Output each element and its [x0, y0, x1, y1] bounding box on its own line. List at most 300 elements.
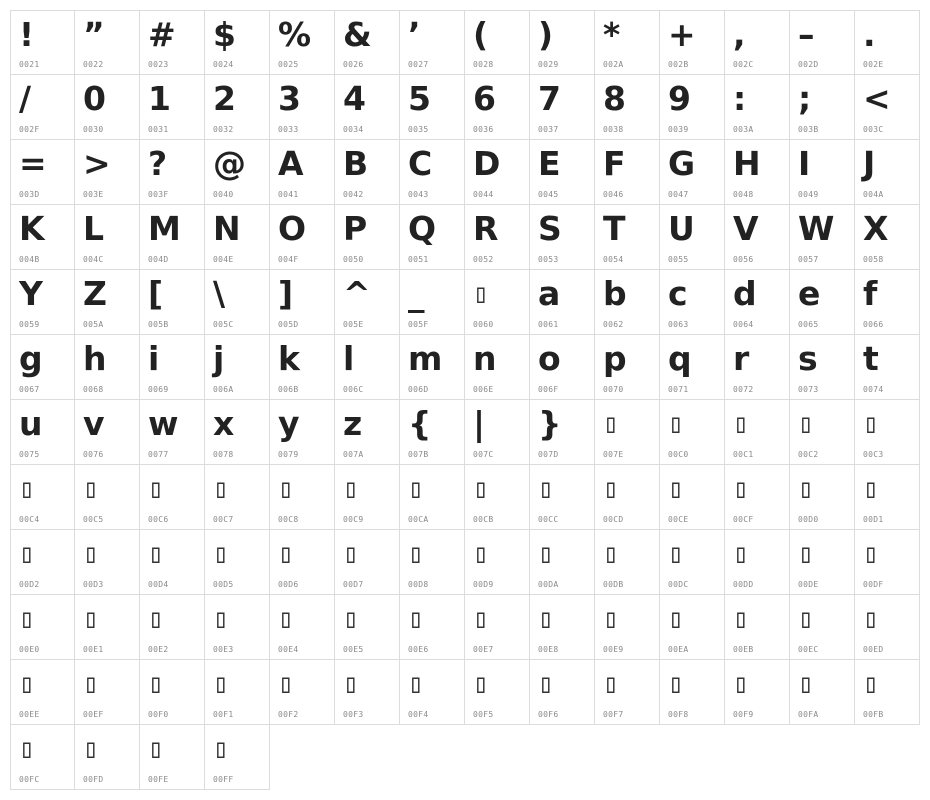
glyph-cell	[10, 465, 75, 530]
glyph-sample: (	[473, 15, 489, 54]
unicode-code-label: 00FB	[863, 710, 884, 719]
unicode-code-label: 004C	[83, 255, 104, 264]
unicode-code-label: 00E4	[278, 645, 299, 654]
unicode-code-label: 00C6	[148, 515, 169, 524]
glyph-cell	[140, 595, 205, 660]
glyph-cell	[270, 140, 335, 205]
glyph-cell	[530, 660, 595, 725]
glyph-cell	[595, 595, 660, 660]
unicode-code-label: 002D	[798, 60, 819, 69]
unicode-code-label: 0033	[278, 125, 299, 134]
glyph-cell	[855, 205, 920, 270]
glyph-cell	[270, 595, 335, 660]
unicode-code-label: 0050	[343, 255, 364, 264]
unicode-code-label: 0053	[538, 255, 559, 264]
glyph-cell	[790, 595, 855, 660]
unicode-code-label: 004D	[148, 255, 169, 264]
unicode-code-label: 0028	[473, 60, 494, 69]
glyph-sample: G	[668, 144, 696, 183]
unicode-code-label: 0054	[603, 255, 624, 264]
glyph-sample: :	[733, 79, 747, 118]
unicode-code-label: 00CA	[408, 515, 429, 524]
glyph-cell	[75, 530, 140, 595]
glyph-sample: \	[213, 274, 226, 313]
glyph-sample: u	[19, 404, 43, 443]
glyph-cell	[790, 400, 855, 465]
glyph-cell	[140, 530, 205, 595]
unicode-code-label: 0070	[603, 385, 624, 394]
glyph-cell	[400, 75, 465, 140]
glyph-cell	[75, 270, 140, 335]
missing-glyph-icon: ▯	[83, 669, 99, 699]
missing-glyph-icon: ▯	[733, 604, 749, 634]
glyph-sample: }	[538, 404, 562, 443]
unicode-code-label: 004B	[19, 255, 40, 264]
glyph-cell	[660, 595, 725, 660]
glyph-sample: .	[863, 15, 876, 54]
glyph-cell	[140, 465, 205, 530]
glyph-sample: F	[603, 144, 626, 183]
unicode-code-label: 00D6	[278, 580, 299, 589]
glyph-sample: [	[148, 274, 164, 313]
unicode-code-label: 00E6	[408, 645, 429, 654]
glyph-sample: Y	[19, 274, 43, 313]
missing-glyph-icon: ▯	[733, 539, 749, 569]
glyph-sample: v	[83, 404, 105, 443]
missing-glyph-icon: ▯	[213, 474, 229, 504]
missing-glyph-icon: ▯	[863, 669, 879, 699]
glyph-cell	[725, 10, 790, 75]
glyph-sample: @	[213, 144, 246, 183]
glyph-sample: Q	[408, 209, 437, 248]
glyph-sample: b	[603, 274, 627, 313]
unicode-code-label: 00DF	[863, 580, 884, 589]
glyph-cell	[205, 140, 270, 205]
unicode-code-label: 003B	[798, 125, 819, 134]
glyph-sample: D	[473, 144, 501, 183]
missing-glyph-icon: ▯	[863, 604, 879, 634]
unicode-code-label: 003F	[148, 190, 169, 199]
unicode-code-label: 0027	[408, 60, 429, 69]
unicode-code-label: 0071	[668, 385, 689, 394]
glyph-cell	[660, 465, 725, 530]
unicode-code-label: 00F1	[213, 710, 234, 719]
missing-glyph-icon: ▯	[668, 604, 684, 634]
missing-glyph-icon: ▯	[798, 474, 814, 504]
glyph-cell	[530, 335, 595, 400]
missing-glyph-icon: ▯	[603, 539, 619, 569]
unicode-code-label: 0079	[278, 450, 299, 459]
glyph-cell	[595, 75, 660, 140]
glyph-cell	[725, 75, 790, 140]
glyph-cell	[725, 205, 790, 270]
glyph-cell	[595, 660, 660, 725]
glyph-sample: 1	[148, 79, 171, 118]
glyph-cell	[790, 660, 855, 725]
unicode-code-label: 002E	[863, 60, 884, 69]
unicode-code-label: 00F0	[148, 710, 169, 719]
missing-glyph-icon: ▯	[473, 604, 489, 634]
glyph-cell	[205, 660, 270, 725]
glyph-sample: A	[278, 144, 304, 183]
missing-glyph-icon: ▯	[668, 669, 684, 699]
unicode-code-label: 00CD	[603, 515, 624, 524]
glyph-sample: #	[148, 15, 176, 54]
unicode-code-label: 00D3	[83, 580, 104, 589]
glyph-sample: &	[343, 15, 372, 54]
unicode-code-label: 003E	[83, 190, 104, 199]
missing-glyph-icon: ▯	[603, 669, 619, 699]
unicode-code-label: 00ED	[863, 645, 884, 654]
glyph-sample: r	[733, 339, 750, 378]
glyph-cell	[205, 400, 270, 465]
unicode-code-label: 0035	[408, 125, 429, 134]
unicode-code-label: 005A	[83, 320, 104, 329]
unicode-code-label: 0069	[148, 385, 169, 394]
unicode-code-label: 007D	[538, 450, 559, 459]
glyph-cell	[75, 595, 140, 660]
unicode-code-label: 00E5	[343, 645, 364, 654]
glyph-cell	[790, 530, 855, 595]
unicode-code-label: 0065	[798, 320, 819, 329]
glyph-sample: O	[278, 209, 307, 248]
unicode-code-label: 0037	[538, 125, 559, 134]
glyph-sample: 3	[278, 79, 301, 118]
unicode-code-label: 002C	[733, 60, 754, 69]
glyph-cell	[205, 10, 270, 75]
missing-glyph-icon: ▯	[798, 539, 814, 569]
missing-glyph-icon: ▯	[278, 604, 294, 634]
glyph-cell	[790, 335, 855, 400]
glyph-cell	[400, 335, 465, 400]
glyph-sample: c	[668, 274, 688, 313]
unicode-code-label: 00EE	[19, 710, 40, 719]
glyph-sample: V	[733, 209, 759, 248]
missing-glyph-icon: ▯	[798, 669, 814, 699]
missing-glyph-icon: ▯	[19, 474, 35, 504]
unicode-code-label: 0072	[733, 385, 754, 394]
glyph-cell	[10, 725, 75, 790]
glyph-cell	[270, 270, 335, 335]
unicode-code-label: 00FD	[83, 775, 104, 784]
glyph-cell	[335, 465, 400, 530]
glyph-cell	[725, 660, 790, 725]
glyph-sample: k	[278, 339, 300, 378]
glyph-sample: +	[668, 15, 696, 54]
unicode-code-label: 00E9	[603, 645, 624, 654]
glyph-sample: 2	[213, 79, 236, 118]
glyph-cell	[660, 400, 725, 465]
unicode-code-label: 00D0	[798, 515, 819, 524]
glyph-cell	[595, 205, 660, 270]
glyph-cell	[790, 140, 855, 205]
missing-glyph-icon: ▯	[408, 474, 424, 504]
glyph-sample: –	[798, 15, 815, 54]
glyph-sample: J	[863, 144, 876, 183]
unicode-code-label: 0047	[668, 190, 689, 199]
glyph-cell	[335, 660, 400, 725]
glyph-sample: =	[19, 144, 47, 183]
missing-glyph-icon: ▯	[213, 734, 229, 764]
glyph-cell	[660, 335, 725, 400]
glyph-sample: B	[343, 144, 369, 183]
glyph-cell	[205, 205, 270, 270]
missing-glyph-icon: ▯	[473, 279, 489, 309]
unicode-code-label: 0030	[83, 125, 104, 134]
glyph-sample: 4	[343, 79, 366, 118]
unicode-code-label: 00C9	[343, 515, 364, 524]
glyph-cell	[75, 75, 140, 140]
unicode-code-label: 006C	[343, 385, 364, 394]
missing-glyph-icon: ▯	[213, 669, 229, 699]
glyph-cell	[595, 10, 660, 75]
glyph-sample: K	[19, 209, 45, 248]
unicode-code-label: 00EF	[83, 710, 104, 719]
missing-glyph-icon: ▯	[473, 474, 489, 504]
glyph-sample: 7	[538, 79, 561, 118]
unicode-code-label: 00E3	[213, 645, 234, 654]
missing-glyph-icon: ▯	[19, 604, 35, 634]
unicode-code-label: 00DC	[668, 580, 689, 589]
glyph-cell	[400, 10, 465, 75]
glyph-sample: X	[863, 209, 889, 248]
unicode-code-label: 0057	[798, 255, 819, 264]
unicode-code-label: 00E2	[148, 645, 169, 654]
missing-glyph-icon: ▯	[473, 539, 489, 569]
unicode-code-label: 0067	[19, 385, 40, 394]
glyph-cell	[530, 595, 595, 660]
unicode-code-label: 006A	[213, 385, 234, 394]
unicode-code-label: 004F	[278, 255, 299, 264]
glyph-cell	[335, 400, 400, 465]
glyph-cell	[10, 140, 75, 205]
glyph-cell	[530, 205, 595, 270]
missing-glyph-icon: ▯	[733, 669, 749, 699]
missing-glyph-icon: ▯	[19, 539, 35, 569]
glyph-sample: ^	[343, 274, 371, 313]
glyph-sample: )	[538, 15, 554, 54]
unicode-code-label: 006D	[408, 385, 429, 394]
glyph-sample: U	[668, 209, 695, 248]
unicode-code-label: 00DA	[538, 580, 559, 589]
unicode-code-label: 00C1	[733, 450, 754, 459]
missing-glyph-icon: ▯	[603, 604, 619, 634]
missing-glyph-icon: ▯	[278, 539, 294, 569]
glyph-cell	[205, 725, 270, 790]
glyph-cell	[530, 270, 595, 335]
glyph-cell	[595, 140, 660, 205]
unicode-code-label: 0068	[83, 385, 104, 394]
glyph-sample: E	[538, 144, 561, 183]
glyph-sample: 9	[668, 79, 691, 118]
glyph-sample: 8	[603, 79, 626, 118]
glyph-cell	[660, 205, 725, 270]
unicode-code-label: 0073	[798, 385, 819, 394]
missing-glyph-icon: ▯	[603, 474, 619, 504]
glyph-sample: %	[278, 15, 312, 54]
unicode-code-label: 0074	[863, 385, 884, 394]
glyph-cell	[465, 465, 530, 530]
missing-glyph-icon: ▯	[343, 604, 359, 634]
glyph-cell	[335, 205, 400, 270]
glyph-cell	[335, 595, 400, 660]
unicode-code-label: 0040	[213, 190, 234, 199]
unicode-code-label: 00DE	[798, 580, 819, 589]
unicode-code-label: 0029	[538, 60, 559, 69]
glyph-cell	[75, 335, 140, 400]
unicode-code-label: 003D	[19, 190, 40, 199]
glyph-sample: ?	[148, 144, 168, 183]
missing-glyph-icon: ▯	[278, 669, 294, 699]
unicode-code-label: 0061	[538, 320, 559, 329]
glyph-sample: t	[863, 339, 879, 378]
glyph-cell	[530, 465, 595, 530]
glyph-sample: h	[83, 339, 107, 378]
glyph-cell	[725, 595, 790, 660]
missing-glyph-icon: ▯	[798, 604, 814, 634]
unicode-code-label: 00C2	[798, 450, 819, 459]
character-map-grid	[10, 10, 920, 790]
unicode-code-label: 00FE	[148, 775, 169, 784]
glyph-cell	[75, 140, 140, 205]
glyph-cell	[790, 270, 855, 335]
unicode-code-label: 0076	[83, 450, 104, 459]
unicode-code-label: 00C8	[278, 515, 299, 524]
glyph-cell	[465, 530, 530, 595]
glyph-cell	[335, 10, 400, 75]
glyph-cell	[400, 140, 465, 205]
unicode-code-label: 0038	[603, 125, 624, 134]
glyph-cell	[75, 660, 140, 725]
missing-glyph-icon: ▯	[83, 734, 99, 764]
glyph-cell	[660, 10, 725, 75]
glyph-sample: ,	[733, 15, 746, 54]
glyph-cell	[10, 400, 75, 465]
missing-glyph-icon: ▯	[213, 604, 229, 634]
glyph-cell	[270, 205, 335, 270]
glyph-cell	[10, 335, 75, 400]
glyph-sample: 6	[473, 79, 496, 118]
glyph-cell	[855, 465, 920, 530]
unicode-code-label: 005B	[148, 320, 169, 329]
glyph-sample: T	[603, 209, 626, 248]
glyph-sample: ]	[278, 274, 294, 313]
glyph-sample: ;	[798, 79, 812, 118]
missing-glyph-icon: ▯	[83, 539, 99, 569]
glyph-cell	[140, 140, 205, 205]
glyph-sample: /	[19, 79, 32, 118]
glyph-cell	[205, 465, 270, 530]
glyph-cell	[10, 205, 75, 270]
missing-glyph-icon: ▯	[343, 539, 359, 569]
glyph-cell	[335, 530, 400, 595]
missing-glyph-icon: ▯	[538, 669, 554, 699]
missing-glyph-icon: ▯	[83, 474, 99, 504]
unicode-code-label: 00F2	[278, 710, 299, 719]
glyph-cell	[140, 75, 205, 140]
unicode-code-label: 0044	[473, 190, 494, 199]
glyph-cell	[855, 400, 920, 465]
glyph-cell	[270, 660, 335, 725]
glyph-cell	[855, 140, 920, 205]
glyph-cell	[725, 530, 790, 595]
missing-glyph-icon: ▯	[863, 539, 879, 569]
unicode-code-label: 002A	[603, 60, 624, 69]
unicode-code-label: 0077	[148, 450, 169, 459]
glyph-cell	[270, 335, 335, 400]
unicode-code-label: 00F6	[538, 710, 559, 719]
glyph-sample: 0	[83, 79, 106, 118]
glyph-cell	[595, 465, 660, 530]
glyph-cell	[400, 270, 465, 335]
missing-glyph-icon: ▯	[733, 474, 749, 504]
glyph-cell	[465, 270, 530, 335]
missing-glyph-icon: ▯	[603, 409, 619, 439]
unicode-code-label: 0024	[213, 60, 234, 69]
unicode-code-label: 00F5	[473, 710, 494, 719]
unicode-code-label: 005C	[213, 320, 234, 329]
glyph-cell	[10, 595, 75, 660]
unicode-code-label: 0023	[148, 60, 169, 69]
unicode-code-label: 00CB	[473, 515, 494, 524]
unicode-code-label: 0031	[148, 125, 169, 134]
glyph-sample: z	[343, 404, 363, 443]
unicode-code-label: 0078	[213, 450, 234, 459]
unicode-code-label: 0075	[19, 450, 40, 459]
unicode-code-label: 00D7	[343, 580, 364, 589]
glyph-cell	[465, 595, 530, 660]
missing-glyph-icon: ▯	[668, 409, 684, 439]
missing-glyph-icon: ▯	[19, 669, 35, 699]
glyph-cell	[10, 270, 75, 335]
glyph-cell	[595, 270, 660, 335]
missing-glyph-icon: ▯	[83, 604, 99, 634]
unicode-code-label: 0066	[863, 320, 884, 329]
glyph-sample: {	[408, 404, 432, 443]
unicode-code-label: 0042	[343, 190, 364, 199]
unicode-code-label: 0060	[473, 320, 494, 329]
glyph-cell	[855, 75, 920, 140]
unicode-code-label: 00E8	[538, 645, 559, 654]
unicode-code-label: 00F7	[603, 710, 624, 719]
unicode-code-label: 0021	[19, 60, 40, 69]
glyph-cell	[660, 530, 725, 595]
missing-glyph-icon: ▯	[343, 669, 359, 699]
unicode-code-label: 007A	[343, 450, 364, 459]
unicode-code-label: 003A	[733, 125, 754, 134]
glyph-sample: H	[733, 144, 761, 183]
glyph-cell	[855, 10, 920, 75]
missing-glyph-icon: ▯	[473, 669, 489, 699]
glyph-sample: L	[83, 209, 105, 248]
unicode-code-label: 00DD	[733, 580, 754, 589]
unicode-code-label: 003C	[863, 125, 884, 134]
glyph-sample: ’	[408, 15, 421, 54]
glyph-sample: R	[473, 209, 499, 248]
missing-glyph-icon: ▯	[408, 604, 424, 634]
glyph-cell	[790, 10, 855, 75]
unicode-code-label: 006F	[538, 385, 559, 394]
missing-glyph-icon: ▯	[278, 474, 294, 504]
glyph-cell	[75, 205, 140, 270]
unicode-code-label: 005F	[408, 320, 429, 329]
glyph-sample: <	[863, 79, 891, 118]
unicode-code-label: 0064	[733, 320, 754, 329]
glyph-cell	[790, 75, 855, 140]
glyph-cell	[660, 660, 725, 725]
glyph-cell	[75, 725, 140, 790]
missing-glyph-icon: ▯	[148, 604, 164, 634]
